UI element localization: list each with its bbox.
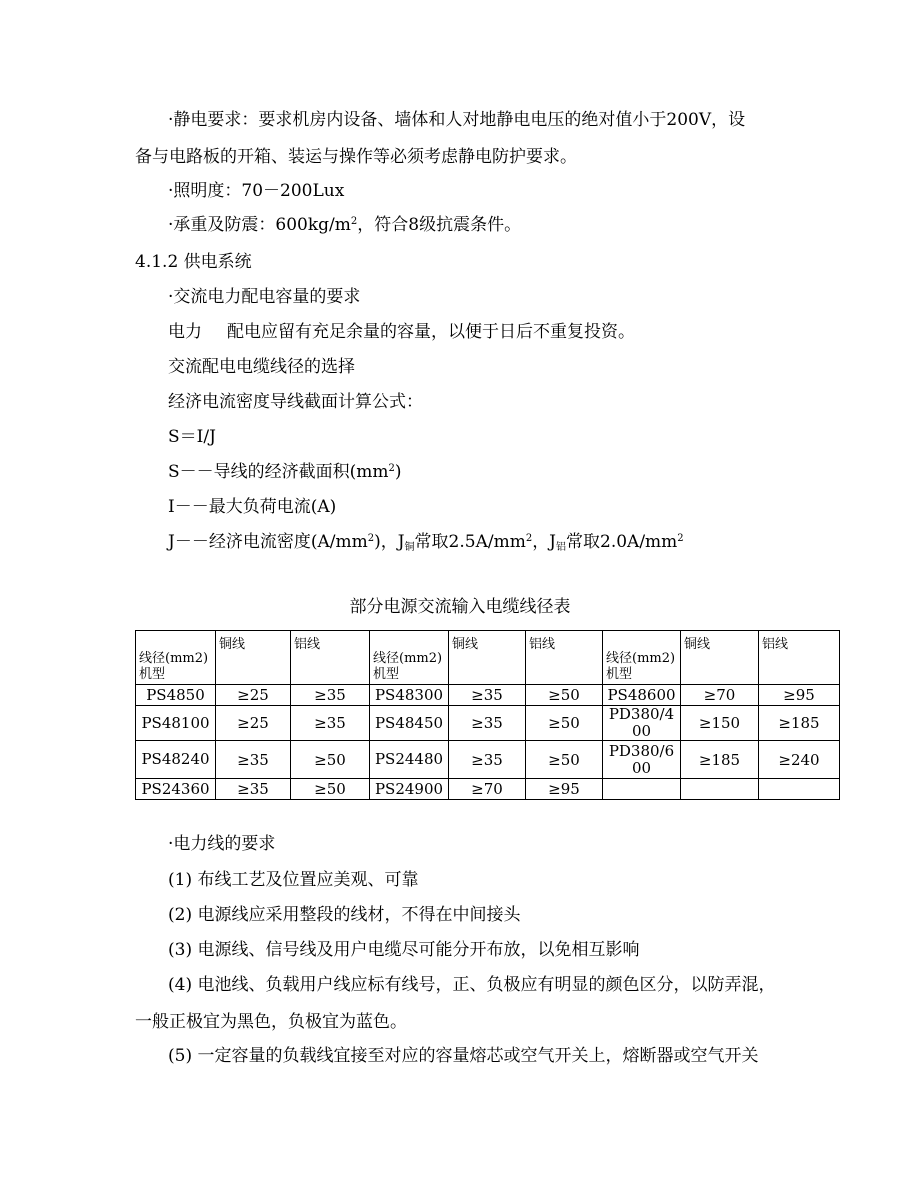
aluminum-cell: ≥95 (526, 779, 603, 800)
copper-cell: ≥25 (216, 685, 291, 706)
requirement-item-3: (3) 电源线、信号线及用户电缆尽可能分开布放，以免相互影响 (168, 940, 640, 960)
corner-label-diameter: 线径(mm2) (373, 651, 443, 666)
model-cell: PS48600 (603, 685, 681, 706)
copper-cell: ≥70 (449, 779, 526, 800)
power-line-requirements-title: ·电力线的要求 (168, 834, 276, 854)
aluminum-cell: ≥50 (526, 706, 603, 741)
model-cell (603, 779, 681, 800)
requirement-item-2: (2) 电源线应采用整段的线材，不得在中间接头 (168, 905, 521, 925)
table-row (136, 779, 840, 800)
copper-cell: ≥35 (449, 685, 526, 706)
aluminum-cell: ≥95 (759, 685, 840, 706)
i-definition: I－－最大负荷电流(A) (168, 497, 337, 517)
formula: S＝I/J (168, 427, 216, 447)
aluminum-cell: ≥50 (526, 685, 603, 706)
copper-cell: ≥35 (449, 741, 526, 779)
aluminum-cell (759, 779, 840, 800)
corner-header-cell (136, 631, 216, 685)
copper-cell: ≥25 (216, 706, 291, 741)
model-cell: PD380/600 (603, 741, 681, 779)
load-seismic-item: ·承重及防震：$600kg/m^2$，符合8级抗震条件。 (168, 215, 522, 235)
requirement-item-5: (5) 一定容量的负载线宜接至对应的容量熔芯或空气开关上，熔断器或空气开关 (168, 1046, 759, 1066)
model-cell: PS24900 (370, 779, 449, 800)
aluminum-cell: ≥50 (291, 741, 370, 779)
copper-cell: ≥150 (681, 706, 759, 741)
table-caption: 部分电源交流输入电缆线径表 (349, 597, 571, 617)
section-heading: 4.1.2 供电系统 (135, 252, 252, 272)
header-aluminum: 铝线 (291, 631, 370, 685)
corner-label-diameter: 线径(mm2) (139, 651, 209, 666)
requirement-item-4-line-1: (4) 电池线、负载用户线应标有线号，正、负极应有明显的颜色区分，以防弄混， (168, 975, 776, 995)
model-cell: PS48100 (136, 706, 216, 741)
corner-label-diameter: 线径(mm2) (606, 651, 676, 666)
model-cell: PD380/400 (603, 706, 681, 741)
power-capacity-line: 电力 配电应留有充足余量的容量，以便于日后不重复投资。 (168, 322, 635, 342)
corner-label-model: 机型 (373, 667, 400, 682)
formula-title: 经济电流密度导线截面计算公式： (168, 392, 423, 412)
aluminum-cell: ≥240 (759, 741, 840, 779)
table-row (136, 685, 840, 706)
corner-label-model: 机型 (139, 667, 166, 682)
aluminum-cell: ≥50 (526, 741, 603, 779)
model-cell: PS24480 (370, 741, 449, 779)
s-definition: S－－导线的经济截面积$(mm^2)$ (168, 462, 402, 482)
model-cell: PS48300 (370, 685, 449, 706)
cable-diameter-table (135, 630, 840, 800)
illumination-item: ·照明度：70－200Lux (168, 181, 345, 201)
requirement-item-4-line-2: 一般正极宜为黑色，负极宜为蓝色。 (135, 1012, 407, 1032)
j-definition: J－－经济电流密度$(A/mm^2)$，$J_铜$常取$2.5A/mm^2$，$J_铝$常取$2.0A/mm^2$ (168, 532, 684, 553)
copper-cell (681, 779, 759, 800)
header-aluminum: 铝线 (526, 631, 603, 685)
requirement-item-1: (1) 布线工艺及位置应美观、可靠 (168, 870, 419, 890)
model-cell: PS4850 (136, 685, 216, 706)
corner-header-cell (603, 631, 681, 685)
copper-cell: ≥35 (216, 741, 291, 779)
copper-cell: ≥35 (216, 779, 291, 800)
copper-cell: ≥70 (681, 685, 759, 706)
cable-selection-line: 交流配电电缆线径的选择 (168, 357, 355, 377)
table-row (136, 706, 840, 741)
copper-cell: ≥185 (681, 741, 759, 779)
model-cell: PS24360 (136, 779, 216, 800)
static-requirement-line-1: ·静电要求：要求机房内设备、墙体和人对地静电电压的绝对值小于200V，设 (168, 110, 746, 130)
aluminum-cell: ≥185 (759, 706, 840, 741)
ac-capacity-item: ·交流电力配电容量的要求 (168, 287, 361, 307)
aluminum-cell: ≥35 (291, 706, 370, 741)
model-cell: PS48450 (370, 706, 449, 741)
corner-header-cell (370, 631, 449, 685)
header-copper: 铜线 (681, 631, 759, 685)
static-requirement-line-2: 备与电路板的开箱、装运与操作等必须考虑静电防护要求。 (135, 147, 577, 167)
table-row (136, 741, 840, 779)
aluminum-cell: ≥50 (291, 779, 370, 800)
header-copper: 铜线 (449, 631, 526, 685)
header-aluminum: 铝线 (759, 631, 840, 685)
header-copper: 铜线 (216, 631, 291, 685)
copper-cell: ≥35 (449, 706, 526, 741)
corner-label-model: 机型 (606, 667, 633, 682)
aluminum-cell: ≥35 (291, 685, 370, 706)
model-cell: PS48240 (136, 741, 216, 779)
table-header-row (136, 631, 840, 685)
